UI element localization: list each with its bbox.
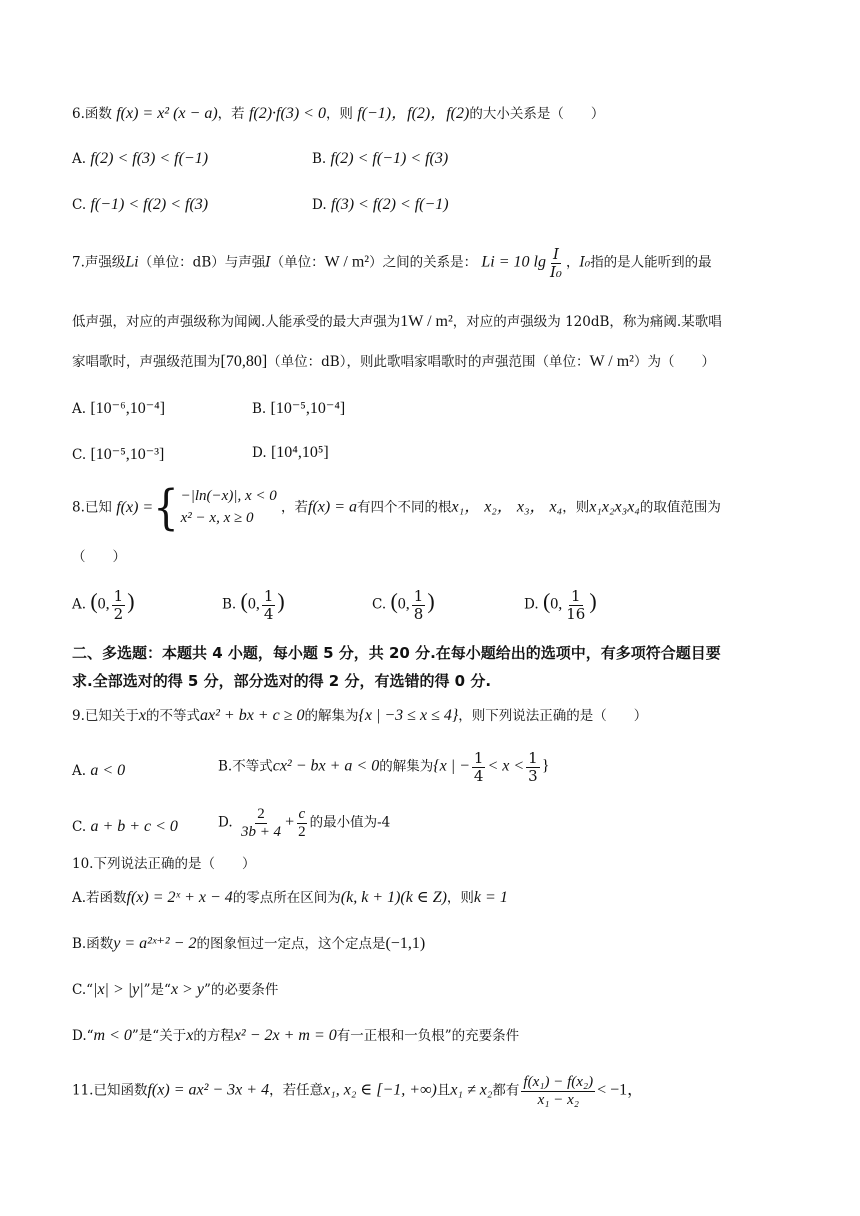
option-label: C. [72,447,87,463]
q8-text: 有四个不同的根 [357,499,452,516]
option-label: A. [72,763,87,779]
q7-option-d [252,444,329,462]
option-label: D. [312,197,327,213]
frac-denominator: 4 [473,766,484,785]
q11-text: 11.已知函数 [72,1082,148,1099]
option-label: D. [524,596,539,613]
q9-text: 的解集为 [304,708,359,724]
q9-inequality: ax² + bx + c ≥ 0 [200,707,305,724]
q7-text: （单位：dB）与声强 [138,254,266,271]
q7-i: I [265,254,271,271]
q7-text: ）为（ ） [633,354,715,370]
q7-text: 7.声强级 [72,254,126,271]
option-set-mid: < x < [487,757,525,775]
option-zero: 0, [97,595,110,613]
q7-unit: W / m² [324,253,370,271]
q9-option-c [72,818,178,836]
q8-text: ，则 [562,499,590,516]
option-text: 的解集为 [379,758,434,775]
frac-numerator: 1 [528,749,538,767]
q8-answer-paren: （ ） [72,549,126,565]
q7-text: ，对应的声强级为 120dB，称为痛阈.某歌唱 [452,314,722,330]
q6-prefix: 6.函数 [72,106,112,122]
q6-option-a [72,150,208,168]
option-expr: f(−1) < f(2) < f(3) [90,196,209,213]
q9-option-d [218,806,390,840]
option-text: A.若函数 [72,890,127,906]
q6-text: ，则 [325,106,353,122]
q8-paren [72,549,800,565]
frac-denominator: 2 [298,823,306,840]
q9-stem [72,706,800,725]
frac-denominator: I₀ [549,262,562,281]
option-text: 的图象恒过一定点，这个定点是 [196,936,386,952]
q11-text: 且 [436,1082,451,1099]
option-expr: m < 0 [93,1027,132,1044]
left-brace-icon: { [153,480,179,536]
frac-numerator: f(x₁) − f(x₂) [523,1074,594,1090]
q11-domain: x₁, x₂ ∈ [−1, +∞) [323,1081,437,1099]
frac-numerator: 1 [571,587,581,605]
q9-text: 的不等式 [146,708,200,724]
q7-unit: W / m² [589,353,634,370]
frac-numerator: c [298,806,306,822]
q6-condition: f(2)·f(3) < 0 [248,105,326,122]
option-text: 的零点所在区间为 [232,890,341,906]
option-text: C.“ [72,982,94,998]
option-expr: [10⁻⁵,10⁻³] [90,446,165,463]
q9-solution-set: {x | −3 ≤ x ≤ 4} [358,707,459,724]
option-text: 的方程 [193,1028,234,1044]
q9-text: ，则下列说法正确的是（ ） [458,708,648,724]
frac-denominator: x₁ − x₂ [537,1091,579,1108]
q6-option-c [72,196,208,214]
q8-text: 8.已知 [72,499,112,516]
q7-formula: Li = 10 lg [481,253,546,271]
option-point: (−1,1) [385,935,426,952]
option-zero: 0, [247,595,260,613]
q10-stem: 10.下列说法正确的是（ ） [72,856,256,872]
frac-numerator: 1 [413,587,424,605]
q11-stem [72,1074,800,1108]
q11-text: 都有 [492,1082,520,1099]
option-text: D.“ [72,1028,94,1044]
q9-x: x [138,707,146,724]
option-expr: |x| > |y| [93,981,144,998]
q10-option-c [72,980,800,999]
q7-text: ， [565,254,580,271]
q8-product: x₁x₂x₃x₄ [589,498,640,516]
q7-fraction [548,246,564,280]
q7-i0: I₀ [579,254,591,271]
q7-stem-line3 [72,352,800,371]
q7-text: （单位： [270,254,325,271]
q8-fx: f(x) = [116,499,154,517]
option-text: ”是“关于 [131,1028,187,1044]
q8-option-d: D. (0, $\frac{1}{16}$ ) [524,587,597,623]
option-expr: x > y [170,981,204,998]
q8-option-b: B. (0, $\frac{1}{4}$ ) [222,587,285,623]
q8-equation: f(x) = a [308,498,358,516]
q11-fraction [521,1074,595,1108]
option-label: C. [72,197,87,213]
frac-denominator: 8 [413,604,424,623]
q7-text: ）之间的关系是： [369,254,478,271]
option-label: D. [218,814,233,831]
option-k: k = 1 [473,889,508,906]
q7-option-c [72,444,164,464]
section2-heading-line1: 二、多选题：本题共 4 小题，每小题 5 分，共 20 分.在每小题给出的选项中，有多项符合题目要 [72,644,721,662]
option-expr: a + b + c < 0 [90,818,178,835]
option-inequality: cx² − bx + a < 0 [272,757,380,775]
q6-option-d [312,196,449,214]
q9-text: 9.已知关于 [72,708,139,724]
q6-stem [72,104,800,123]
option-text: ，则 [446,890,474,906]
option-expr: f(2) < f(−1) < f(3) [330,150,449,167]
frac-denominator: 2 [113,604,124,623]
frac-numerator: I [552,245,559,263]
q8-text: ，若 [281,499,309,516]
option-label: C. [72,819,87,835]
q6-function: f(x) = x² (x − a) [116,105,218,122]
option-expr: [10⁴,10⁵] [270,444,329,461]
option-zero: 0, [550,595,563,613]
option-label: A. [72,401,87,417]
q7-li: Li [125,254,139,271]
option-set-left: {x | − [433,757,470,775]
q7-text: （单位：dB），则此歌唱家唱歌时的声强范围（单位： [267,354,590,370]
q7-range: [70,80] [220,353,268,370]
option-label: A. [72,596,87,613]
q7-stem-line1 [72,246,800,280]
option-text: ”的必要条件 [203,982,279,998]
q8-stem [72,480,800,536]
q8-option-a: A. (0, $\frac{1}{2}$ ) [72,587,135,623]
q8-case2: x² − x, x ≥ 0 [180,509,254,526]
frac-denominator: 3b + 4 [240,823,282,840]
frac-numerator: 1 [263,587,274,605]
frac-denominator: 16 [566,604,586,623]
frac-denominator: 3 [528,766,538,785]
q6-text: ，若 [217,106,245,122]
q11-text: ，若任意 [269,1082,324,1099]
q8-case1: −|ln(−x)|, x < 0 [180,488,277,504]
q11-tail: < −1， [597,1081,644,1099]
q9-option-b [218,750,549,784]
q7-text: 家唱歌时，声强级范围为 [72,354,221,370]
q11-function: f(x) = ax² − 3x + 4 [147,1081,270,1099]
option-expr: f(2) < f(3) < f(−1) [90,150,209,167]
option-function: y = a²ˣ⁺² − 2 [113,935,197,952]
option-label: B. [252,401,267,417]
option-label: C. [372,596,387,613]
q10-option-d [72,1026,800,1045]
option-expr: [10⁻⁵,10⁻⁴] [270,400,346,417]
q11-neq: x₁ ≠ x₂ [450,1081,493,1099]
option-equation: x² − 2x + m = 0 [233,1027,337,1044]
option-set-right: } [541,757,550,775]
section2-heading-line2: 求.全部选对的得 5 分，部分选对的得 2 分，有选错的得 0 分. [72,672,492,690]
option-text: 的最小值为-4 [309,814,391,831]
q8-cases [181,486,277,530]
q7-stem-line2 [72,312,800,331]
plus-sign: + [285,813,295,831]
q7-option-a [72,398,165,418]
q6-text: 的大小关系是（ ） [469,106,605,122]
q9-option-a [72,762,125,780]
frac-denominator: 4 [263,604,274,623]
option-expr: f(3) < f(2) < f(−1) [330,196,449,213]
option-label: B. [312,151,327,167]
option-label: A. [72,151,87,167]
q8-roots: x₁， x₂， x₃， x₄ [451,498,563,516]
q8-text: 的取值范围为 [639,499,721,516]
frac-numerator: 1 [473,749,484,767]
option-text: B.函数 [72,936,114,952]
option-zero: 0, [397,595,410,613]
q6-values: f(−1)，f(2)，f(2) [357,105,470,122]
option-expr: a < 0 [90,762,126,779]
frac-numerator: 1 [113,587,124,605]
q10-option-b [72,934,800,953]
q6-option-b [312,150,448,168]
option-text: ”是“ [143,982,171,998]
q7-option-b [252,398,345,418]
option-expr: [10⁻⁶,10⁻⁴] [90,400,166,417]
q7-text: 低声强，对应的声强级称为闻阈.人能承受的最大声强为 [72,314,401,330]
option-label: B. [222,596,237,613]
option-function: f(x) = 2ˣ + x − 4 [126,889,233,906]
q10-option-a [72,888,800,907]
option-x: x [186,1027,194,1044]
option-label: D. [252,445,267,461]
q8-piecewise [116,480,277,536]
option-interval: (k, k + 1)(k ∈ Z) [340,889,447,906]
option-text: 有一正根和一负根”的充要条件 [336,1028,520,1044]
option-label: B.不等式 [218,758,273,775]
q7-text: 指的是人能听到的最 [590,254,712,271]
q7-max-intensity: 1W / m² [400,313,453,330]
q8-option-c: C. (0, $\frac{1}{8}$ ) [372,587,435,623]
frac-numerator: 2 [257,806,265,822]
